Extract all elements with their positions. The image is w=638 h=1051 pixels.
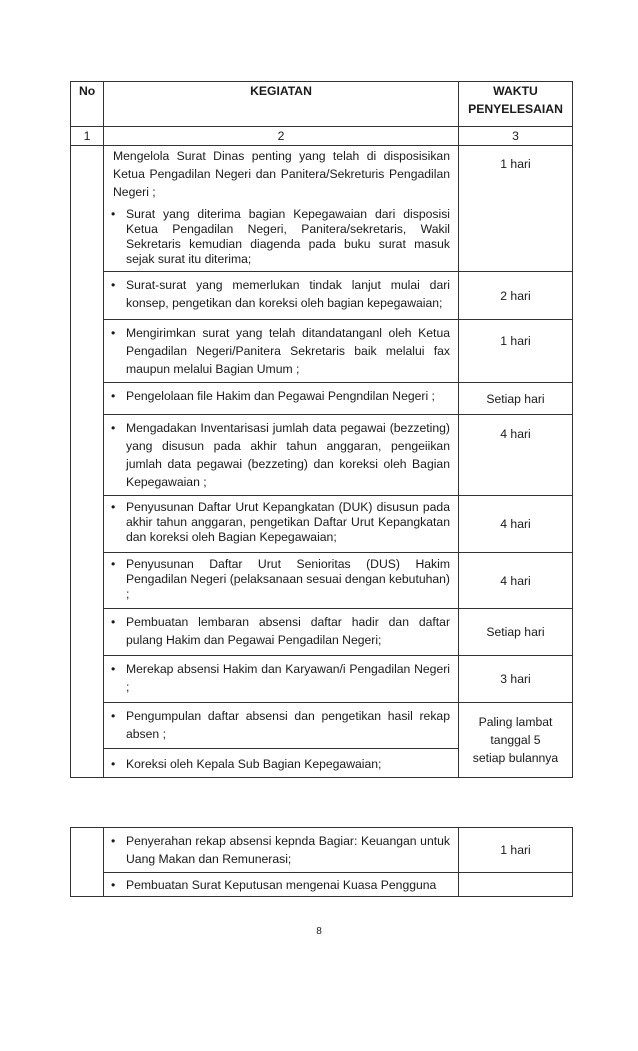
- kegiatan-cell: [104, 415, 459, 496]
- list-item: [104, 703, 458, 749]
- table-row: [71, 873, 573, 897]
- no-cell: [71, 146, 104, 778]
- list-item-text: Surat-surat yang memerlukan tindak lanjut mulai dari konsep, pengetikan dan koreksi oleh bagian kepegawaian;: [126, 278, 450, 310]
- list-item-text: Pengelolaan file Hakim dan Pegawai Pengndilan Negeri ;: [126, 389, 435, 403]
- header-waktu: [459, 82, 573, 127]
- kegiatan-cell: [104, 272, 459, 320]
- list-item-text: Pembuatan lembaran absensi daftar hadir dan daftar pulang Hakim dan Pegawai Pengadilan Negeri;: [126, 615, 450, 647]
- table-header-row: [71, 82, 573, 127]
- list-item: [104, 873, 458, 896]
- table-row: [71, 496, 573, 553]
- header-no: No: [71, 82, 104, 127]
- header-kegiatan: KEGIATAN: [104, 82, 459, 127]
- bullet-icon: •: [111, 389, 116, 403]
- waktu-line1: Paling lambat tanggal 5: [478, 715, 553, 747]
- table-row: [71, 383, 573, 415]
- list-item: [104, 415, 458, 495]
- table-row: [71, 828, 573, 873]
- kegiatan-cell: [104, 656, 459, 703]
- table-row: [71, 272, 573, 320]
- waktu-cell: 3 hari: [459, 656, 573, 703]
- kegiatan-cell: [104, 553, 459, 609]
- list-item: [104, 203, 458, 271]
- bullet-icon: •: [111, 615, 116, 629]
- bullet-icon: •: [111, 662, 116, 676]
- list-item: [104, 383, 458, 409]
- list-item-text: Pengumpulan daftar absensi dan pengetikan hasil rekap absen ;: [126, 709, 450, 741]
- column-number-row: [71, 127, 573, 146]
- kegiatan-cell: [104, 873, 459, 897]
- page-number: 8: [316, 926, 322, 937]
- bullet-icon: •: [111, 500, 116, 514]
- list-item-text: Mengadakan Inventarisasi jumlah data pegawai (bezzeting) yang disusun pada akhir tahun anggaran, pengeiikan jumlah data pegawai (bezzeting) dan koreksi oleh Bagian Kepegawaian ;: [126, 421, 450, 489]
- list-item: [104, 828, 458, 872]
- bullet-icon: •: [111, 834, 116, 848]
- waktu-cell: [459, 873, 573, 897]
- bullet-icon: •: [111, 207, 116, 221]
- waktu-cell: 1 hari: [459, 828, 573, 873]
- kegiatan-cell: [104, 496, 459, 553]
- list-item-text: Merekap absensi Hakim dan Karyawan/i Pengadilan Negeri ;: [126, 662, 450, 694]
- table-row: [71, 320, 573, 383]
- activity-table-continued: [70, 827, 573, 897]
- table-row: [71, 609, 573, 656]
- table-row: [71, 703, 573, 778]
- list-item: [104, 496, 458, 549]
- waktu-cell: 4 hari: [459, 415, 573, 496]
- bullet-icon: •: [111, 757, 116, 771]
- header-waktu-line2: PENYELESAIAN: [468, 102, 563, 116]
- column-number: 2: [104, 127, 459, 146]
- waktu-cell: 4 hari: [459, 496, 573, 553]
- bullet-icon: •: [111, 557, 116, 571]
- kegiatan-cell: [104, 146, 459, 272]
- waktu-cell: Setiap hari: [459, 609, 573, 656]
- kegiatan-cell: [104, 320, 459, 383]
- column-number: 3: [459, 127, 573, 146]
- bullet-icon: •: [111, 326, 116, 340]
- kegiatan-cell: [104, 609, 459, 656]
- table-row: [71, 553, 573, 609]
- list-item: [104, 553, 458, 606]
- list-item: [104, 609, 458, 653]
- bullet-icon: •: [111, 878, 116, 892]
- waktu-cell: Setiap hari: [459, 383, 573, 415]
- list-item: [104, 272, 458, 316]
- kegiatan-cell: [104, 703, 459, 778]
- kegiatan-cell: [104, 828, 459, 873]
- waktu-cell: 2 hari: [459, 272, 573, 320]
- intro-text: Mengelola Surat Dinas penting yang telah di disposisikan Ketua Pengadilan Negeri dan Panitera/Sekreturis Pengadilan Negeri ;: [113, 149, 450, 199]
- table-row: [71, 656, 573, 703]
- list-item-text: Penyerahan rekap absensi kepnda Bagiar: Keuangan untuk Uang Makan dan Remunerasi;: [126, 834, 450, 866]
- waktu-cell: [459, 703, 573, 778]
- bullet-icon: •: [111, 278, 116, 292]
- waktu-line2: setiap bulannya: [472, 751, 559, 765]
- list-item-text: Surat yang diterima bagian Kepegawaian dari disposisi Ketua Pengadilan Negeri, Panitera/sekretaris, Wakil Sekretaris kemudian diagenda pada buku surat masuk sejak surat itu diterima;: [126, 207, 450, 266]
- intro-paragraph: [104, 146, 458, 203]
- activity-table: [70, 81, 573, 778]
- list-item: [104, 320, 458, 382]
- list-item-text: Mengirimkan surat yang telah ditandatanganl oleh Ketua Pengadilan Negeri/Panitera Sekretaris baik melalui fax maupun melalui Bagian Umum ;: [126, 326, 450, 376]
- column-number: 1: [71, 127, 104, 146]
- header-waktu-line1: WAKTU: [493, 84, 538, 98]
- table-row: [71, 415, 573, 496]
- list-item-text: Penyusunan Daftar Urut Senioritas (DUS) Hakim Pengadilan Negeri (pelaksanaan sesuai dengan kebutuhan) ;: [126, 557, 450, 601]
- list-item: [104, 749, 458, 777]
- list-item: [104, 656, 458, 700]
- kegiatan-cell: [104, 383, 459, 415]
- list-item-text: Penyusunan Daftar Urut Kepangkatan (DUK) disusun pada akhir tahun anggaran, pengetikan Daftar Urut Kepangkatan dan koreksi oleh Bagian Kepegawaian;: [126, 500, 450, 544]
- waktu-cell: 4 hari: [459, 553, 573, 609]
- bullet-icon: •: [111, 709, 116, 723]
- waktu-cell: 1 hari: [459, 320, 573, 383]
- list-item-text: Pembuatan Surat Keputusan mengenai Kuasa Pengguna: [126, 878, 437, 892]
- bullet-icon: •: [111, 421, 116, 435]
- table-row: [71, 146, 573, 272]
- no-cell: [71, 828, 104, 897]
- list-item-text: Koreksi oleh Kepala Sub Bagian Kepegawaian;: [126, 757, 382, 771]
- waktu-cell: 1 hari: [459, 146, 573, 272]
